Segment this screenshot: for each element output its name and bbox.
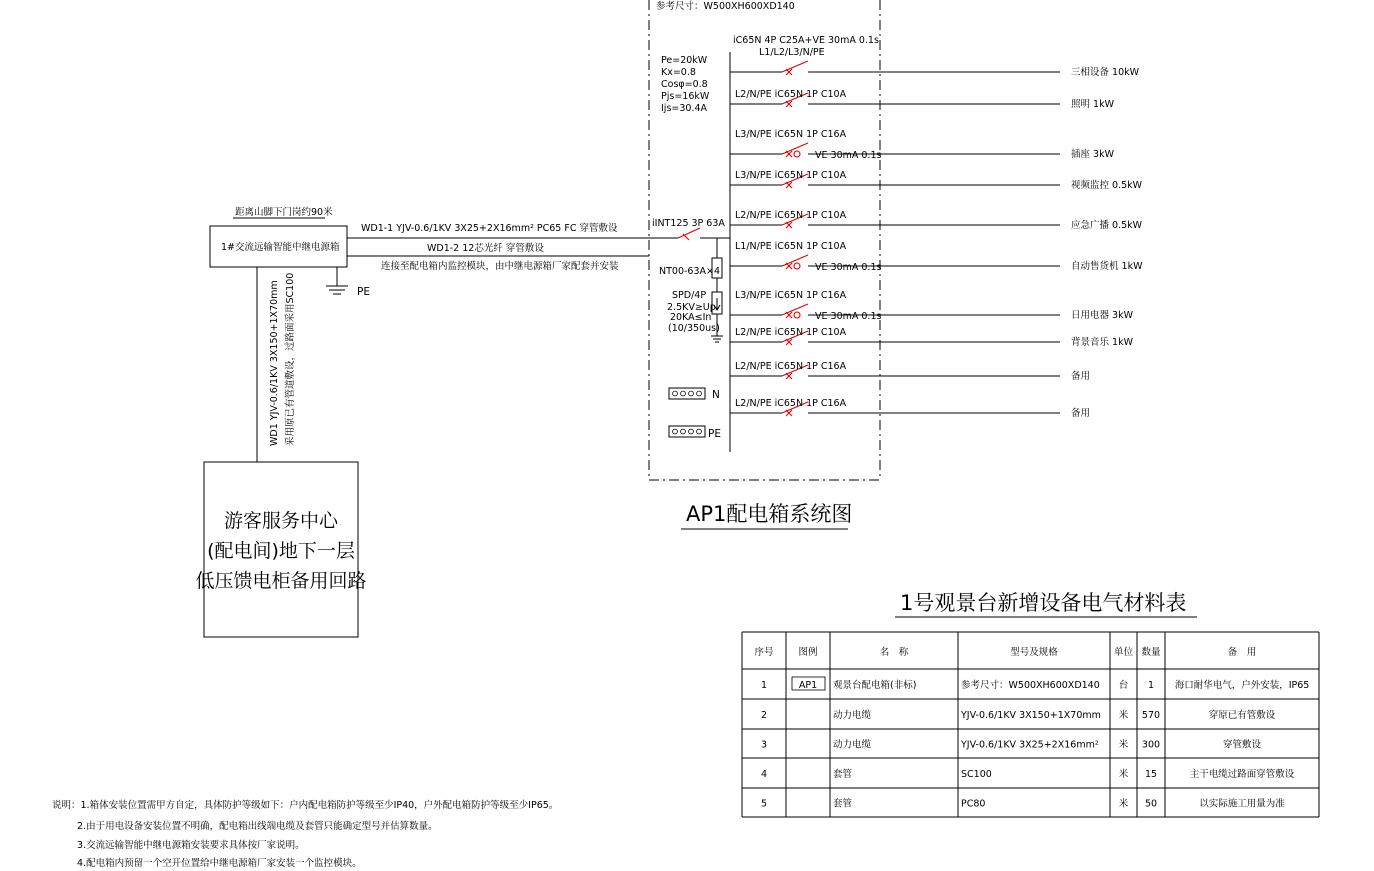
- circuit-spec: L1/N/PE iC65N 1P C10A: [735, 241, 847, 252]
- param-cos: Cosφ=0.8: [661, 79, 708, 90]
- circuit-spec: L2/N/PE iC65N 1P C10A: [735, 210, 847, 221]
- circuit-spec: L2/N/PE iC65N 1P C10A: [735, 89, 847, 100]
- spd-l2: 2.5KV≥Up: [667, 302, 716, 313]
- n-terminal: [669, 388, 720, 401]
- relay-distance-note: 距离山脚下门岗约90米: [235, 207, 333, 218]
- circuit-load: 自动售货机 1kW: [1071, 261, 1143, 272]
- main-switch-label: iINT125 3P 63A: [652, 218, 725, 229]
- table-cell: 5: [760, 798, 768, 810]
- param-kx: Kx=0.8: [661, 67, 696, 78]
- feeder-note: 连接至配电箱内监控模块，由中继电源箱厂家配套并安装: [381, 261, 619, 272]
- note-2: 2.由于用电设备安装位置不明确，配电箱出线端电缆及套管只能确定型号并估算数量。: [77, 821, 438, 832]
- source-line-3: 低压馈电柜备用回路: [195, 570, 367, 592]
- circuit-load: 插座 3kW: [1071, 149, 1114, 160]
- circuit-spec: L2/N/PE iC65N 1P C16A: [735, 361, 847, 372]
- table-cell: 套管: [833, 798, 853, 810]
- spd-l4: (10/350us): [668, 323, 720, 334]
- circuit-spec: L3/N/PE iC65N 1P C16A: [735, 129, 847, 140]
- pe-terminal: [669, 426, 721, 440]
- circuit-load: 日用电器 3kW: [1071, 310, 1133, 321]
- table-cell: 50: [1144, 798, 1158, 810]
- circuit-4: [730, 170, 1143, 191]
- source-line-1: 游客服务中心: [223, 510, 339, 532]
- table-header: 单位: [1113, 647, 1134, 658]
- table-cell: 3: [760, 739, 768, 751]
- circuit-7: [730, 290, 1134, 322]
- circuit-spec: L3/N/PE iC65N 1P C10A: [735, 170, 847, 181]
- table-cell: 海口耐华电气，户外安装，IP65: [1174, 680, 1310, 691]
- table-cell: 4: [760, 769, 768, 780]
- main-cable: [257, 267, 296, 462]
- feeders: [347, 222, 649, 272]
- table-cell: 2: [760, 710, 768, 721]
- param-ijs: Ijs=30.4A: [661, 103, 708, 114]
- circuit-load: 三相设备 10kW: [1071, 67, 1140, 78]
- main-cable-note: 采用原已有管道敷设，过路面采用SC100: [285, 272, 296, 446]
- note-1: 说明：1.箱体安装位置需甲方自定，具体防护等级如下：户内配电箱防护等级至少IP40，户外配电箱防护等级至少IP65。: [52, 800, 559, 811]
- table-cell: 米: [1118, 710, 1129, 721]
- circuit-rcd: VE 30mA 0.1s: [815, 262, 882, 273]
- circuit-phase: L1/L2/L3/N/PE: [759, 47, 825, 58]
- relay-box-name: 1#交流远输智能中继电源箱: [221, 242, 340, 253]
- circuit-6: [730, 241, 1143, 273]
- circuit-load: 备用: [1071, 408, 1091, 419]
- notes: [52, 799, 558, 869]
- table-header: 数量: [1141, 647, 1161, 658]
- table-cell: 米: [1118, 798, 1129, 810]
- circuit-5: [730, 210, 1143, 231]
- circuit-spec: L2/N/PE iC65N 1P C16A: [735, 398, 847, 409]
- circuit-spec: L3/N/PE iC65N 1P C16A: [735, 290, 847, 301]
- source-line-2: (配电间)地下一层: [207, 540, 355, 562]
- circuit-8: [730, 327, 1134, 348]
- feeder-wd1-1: WD1-1 YJV-0.6/1KV 3X25+2X16mm² PC65 FC 穿管敷设: [361, 223, 618, 234]
- circuit-load: 备用: [1071, 371, 1091, 382]
- table-cell: 以实际施工用量为准: [1199, 798, 1285, 810]
- main-switch: [616, 218, 730, 258]
- table-cell: 穿原已有管敷设: [1208, 710, 1276, 721]
- pe-label: PE: [708, 428, 721, 440]
- table-title: 1号观景台新增设备电气材料表: [900, 591, 1187, 615]
- spd: [667, 290, 723, 342]
- table-cell: 1: [760, 680, 768, 691]
- table-cell: 动力电缆: [833, 739, 872, 751]
- note-3: 3.交流远输智能中继电源箱安装要求具体按厂家说明。: [77, 840, 305, 851]
- table-cell: YJV-0.6/1KV 3X150+1X70mm: [961, 710, 1101, 721]
- fuse: [659, 258, 722, 292]
- circuit-spec: L2/N/PE iC65N 1P C10A: [735, 327, 847, 338]
- diagram-title: AP1配电箱系统图: [686, 502, 853, 526]
- table-cell: 300: [1141, 739, 1161, 751]
- circuit-1: [730, 35, 1140, 78]
- outgoing-circuits: [730, 35, 1143, 419]
- circuit-9: [730, 361, 1090, 382]
- table-cell: 米: [1118, 769, 1129, 780]
- table-header: 名 称: [879, 647, 909, 658]
- param-pe: Pe=20kW: [661, 55, 708, 66]
- table-header: 图例: [798, 647, 818, 658]
- table-cell: 570: [1141, 710, 1161, 721]
- circuit-2: [730, 89, 1115, 110]
- table-cell: 参考尺寸：W500XH600XD140: [961, 680, 1100, 691]
- circuit-load: 应急广播 0.5kW: [1071, 220, 1143, 231]
- table-header: 备 用: [1227, 647, 1257, 658]
- table-cell: 穿管敷设: [1222, 739, 1262, 751]
- table-cell: AP1: [798, 680, 818, 691]
- table-cell: PC80: [961, 798, 986, 810]
- note-4: 4.配电箱内预留一个空开位置给中继电源箱厂家安装一个监控模块。: [77, 858, 362, 869]
- ap1-ref-size: 参考尺寸：W500XH600XD140: [656, 1, 795, 12]
- table-cell: YJV-0.6/1KV 3X25+2X16mm²: [961, 739, 1099, 751]
- spd-l3: 20KA≤In: [670, 312, 712, 323]
- table-cell: 主干电缆过路面穿管敷设: [1189, 769, 1295, 780]
- param-pjs: Pjs=16kW: [661, 91, 710, 102]
- table-cell: SC100: [961, 769, 992, 780]
- table-cell: 米: [1118, 739, 1129, 751]
- table-cell: 台: [1118, 680, 1129, 691]
- circuit-3: [730, 129, 1115, 161]
- table-header: 序号: [754, 647, 774, 658]
- materials-table: [742, 632, 1319, 817]
- table-cell: 1: [1147, 680, 1155, 691]
- table-cell: 动力电缆: [833, 710, 872, 721]
- circuit-rcd: VE 30mA 0.1s: [815, 311, 882, 322]
- circuit-load: 视频监控 0.5kW: [1071, 180, 1143, 191]
- n-label: N: [712, 389, 720, 401]
- circuit-spec: iC65N 4P C25A+VE 30mA 0.1s: [733, 35, 879, 46]
- table-header: 型号及规格: [1010, 647, 1058, 658]
- circuit-10: [730, 398, 1090, 419]
- table-cell: 观景台配电箱(非标): [833, 680, 917, 691]
- ap1-params: [661, 55, 710, 114]
- circuit-rcd: VE 30mA 0.1s: [815, 150, 882, 161]
- table-cell: 套管: [833, 769, 853, 780]
- table-cell: 15: [1144, 769, 1158, 780]
- relay-pe-label: PE: [357, 286, 370, 298]
- main-cable-spec: WD1 YJV-0.6/1KV 3X150+1X70mm: [269, 280, 280, 446]
- fuse-label: NT00-63A×4: [659, 266, 721, 277]
- source-box: [195, 462, 366, 637]
- feeder-wd1-2: WD1-2 12芯光纤 穿管敷设: [427, 243, 544, 254]
- spd-l1: SPD/4P: [672, 290, 707, 301]
- circuit-load: 照明 1kW: [1071, 99, 1114, 110]
- circuit-load: 背景音乐 1kW: [1071, 337, 1133, 348]
